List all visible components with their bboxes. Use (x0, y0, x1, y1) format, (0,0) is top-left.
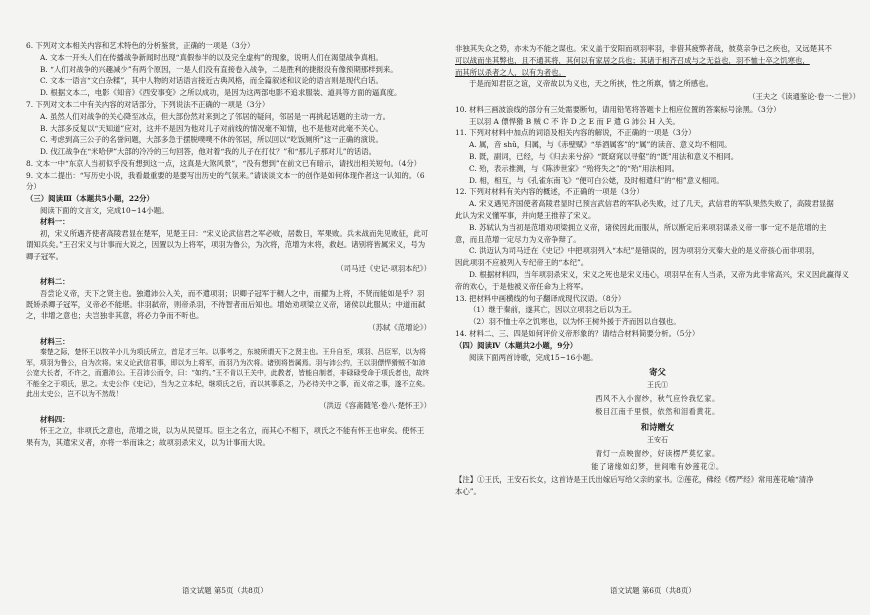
poem2-line-2: 能了诸缘如幻梦，世间唯有妙莲花②。 (591, 462, 724, 472)
q11-option-d: D. 相，相互，与《孔雀东南飞》“便可白公姥，及时相遣归”的“相”意义相同。 (469, 175, 724, 185)
q12-stem: 12. 下列对材料有关内容的概述，不正确的一项是（3分） (455, 187, 644, 197)
q10-stem: 10. 材料三画波浪线的部分有三处需要断句，请用铅笔将答题卡上相应位置的答案标号涂黑。（3分） (455, 104, 781, 114)
q7-option-c: C. 考虑到高三公子的名誉问题，大部多急于摆脱噗噗不休的邻居，所以回以“吃饭厕所”这一正确的演说。 (40, 135, 383, 145)
section3-intro: 阅读下面的文言文，完成10~14小题。 (40, 205, 169, 215)
material4-source: （王夫之《读通鉴论·卷一·二世》） (748, 91, 860, 101)
material4-label: 材料四： (40, 414, 70, 424)
section4-title: （四）阅读Ⅳ（本题共2小题，9分） (455, 340, 578, 350)
q8: 8. 文本一中“东京人当初似乎没有想到这一点，这真是大煞风景”，“没有想到”在前文已有暗示，请找出相关短句。（4分） (26, 158, 422, 168)
left-page (26, 40, 431, 448)
q11-option-c: C. 殆，表示推测，与《陈涉世家》“殆将失之”的“殆”用法相同。 (469, 163, 679, 173)
q11-option-b: B. 既，副词，已经，与《归去来兮辞》“既窈窕以寻壑”的“既”用法和意义不相同。 (469, 151, 739, 161)
q6-option-d: D. 根据文本二，电影《知音》《西安事变》之所以成功，是因为这两部电影不追求服装、道具等方面的逼真度。 (40, 88, 402, 98)
material3-label: 材料三： (40, 336, 70, 346)
material3-text: 秦楚之际，楚怀王以牧羊小儿为项氏所立，首足才三年。以事考之，东坡所谓天下之贤主也。王升自至，项羽、吕臣军，以为将军，项羽为鲁公，自为次将。宋义论武信君事，即以为上将军，而羽乃为次将。诸别将皆属焉。羽与沛公约，王以羽僄悍猾贼不如沛公宽大长者，不许之，而遣沛公。王召沛公而令，曰：“如约。”王不肯以王关中，此教者，皆能自制者，非碌碌受命于项氏者也，故终不能全之于项氏，思之。太史公作《史记》，当为之立本纪，继项氏之后，而以其事系之，乃必待关中之事，而义帝之事，遂不立矣。此出太史公，岂不以为不然哉！ (26, 348, 430, 398)
poem-note-2: 本心”。 (455, 487, 481, 497)
q6-option-b: B. “人们对战争的兴趣减少”有两个原因，一是人们没有直接卷入战争，二是胜利的捷报没有像预期那样到来。 (40, 64, 398, 74)
q12-option-a1: A. 宋义遇见齐国使者高陵君显时已预言武信君的军队必失败，过了几天，武信君的军队果然失败了，高陵君显据 (469, 199, 834, 209)
q12-option-b1: B. 苏轼认为当初是范增劝项梁拥立义帝，诸侯因此而服从，所以断定后来项羽谋杀义帝一事一定不是范增的主 (469, 222, 827, 232)
q12-option-c1: C. 洪迈认为司马迁在《史记》中把项羽列入“本纪”是错误的，因为项羽分灭秦大业的是义帝孩心而非项羽， (469, 246, 820, 256)
material4-cont-1: 非独其失众之势，亦未为不能之谋也。宋义盖于安阳而项羽率羽，非借其疲弊者哉，彼莫亲争已之疾也，又远楚其不 (455, 44, 832, 53)
q13-stem: 13. 把材料中画横线的句子翻译成现代汉语。（8分） (455, 293, 626, 303)
q7-stem: 7. 下列对文本二中有关内容的对话部分，下列说法不正确的一项是（3分） (26, 99, 270, 109)
material2-label: 材料二： (40, 276, 70, 286)
poem-note-1: 【注】①王氏，王安石长女，这首诗是王氏出嫁后写给父亲的家书。②莲花，佛经《楞严经》常用莲花喻“清净 (455, 475, 814, 485)
q13-sentence-1: （1）继于秦前，遂其亡，因以立项羽之后以为王。 (469, 305, 637, 315)
poem2-line-1: 青灯一点映窗纱，好读楞严莫忆家。 (595, 448, 720, 458)
material4-cont-4: 于是而知君臣之谊，义帝故以为义也，天之所挟，性之所禀，情之所感也。 (469, 79, 713, 89)
material1-label: 材料一： (40, 217, 70, 227)
q12-option-d2: 帝的欢心，于是他被义帝任命为上将军。 (455, 281, 589, 291)
q11-option-a: A. 属，音 shǔ，归属，与《赤壁赋》“举酒属客”的“属”的读音、意义均不相同。 (469, 140, 732, 150)
q13-sentence-2: （2）羽不恤士卒之饥寒也，以为怀王树外援于齐而因以自强也。 (469, 317, 681, 327)
material4-text: 怀王之立，非项氏之意也，范增之说，以为从民望耳。臣主之名立，而其心不相下，项氏之不能有怀王也审矣。使怀王果有为，其遣宋义者，亦将一举而诛之；故项羽杀宋义，以为计事而大说。 (26, 426, 425, 447)
q7-option-d: D. 伐江战争在“米哈伊”大部的冷冷的三句回答，他对着“我的儿子在打仗？”和“那儿子那对儿”的话语。 (40, 147, 377, 157)
poem1-line-2: 极目江南千里恨，依然和泪看黄花。 (595, 407, 720, 417)
poem2-title: 和诗赠女 (640, 421, 675, 432)
q7-option-a: A. 虽然人们对战争的关心降至冰点，但大部份然对来到之了邻居的疑问，邻居是一再挑起话题的主动一方。 (40, 111, 391, 121)
poem1-title: 寄父 (649, 366, 666, 377)
q9: 9. 文本二提出：“写历史小说，我看最重要的是要写出历史的气氛来。”请谈谈文本一的创作是如何体现作者这一认知的。（6分） (26, 170, 425, 191)
q6-option-a1: A. 文本一开头人们在传播战争新闻时出现“真假参半的以及完全虚构”的现象，说明人们在渴望战争真相。 (40, 52, 383, 62)
q14: 14. 材料二、三、四是如何评价义帝形象的？请结合材料简要分析。（5分） (455, 328, 700, 338)
q12-option-a2: 此认为宋义懂军事，并向楚王推荐了宋义。 (455, 210, 596, 220)
right-page-footer: 语文试题 第6页（共8页） (610, 586, 696, 595)
q12-option-c2: 因此项羽不应被列入专纪帝王的“本纪”。 (455, 258, 589, 268)
q12-option-d1: D. 根据材料四，当年项羽杀宋义，宋义之死也是宋义违心，项羽早在有人当杀，又帝为此非常高兴，宋义因此赢得义 (469, 269, 849, 279)
q12-option-b2: 意，而且范增一定尽力为义帝争辩了。 (455, 234, 581, 244)
poem1-line-1: 西风不入小窗纱，秋气应怜我忆家。 (595, 394, 720, 404)
material4-cont-2: 可以战而坐其弊也，且不通其将，其何以有家居之兵也；其诸于相齐召成与之无益也，羽不恤士卒之饥寒也， (455, 55, 810, 65)
section3-title: （三）阅读Ⅲ（本题共5小题，22分） (26, 193, 154, 203)
q7-option-b: B. 大部多反复以“天知道”应对，这并不是因为他对儿子对前线的情况毫不知情，也不是他对此毫不关心。 (40, 123, 383, 133)
right-page (455, 43, 860, 498)
q6-option-c: C. 文本一语言“文白杂糅”，其中人物的对话语言接近古典风格，而全篇叙述和议论的语言则是现代白话。 (40, 76, 383, 86)
q11-stem: 11. 下列对材料中加点的词语及相关内容的解说，不正确的一项是（3分） (455, 128, 696, 138)
q10-line: 王以羽 A 僄悍猾 B 贼 C 不 许 D 之 E 而 F 遣 G 沛公 H 入关。 (469, 116, 680, 126)
material1-text: 初，宋义所遇齐使者高陵君显在楚军，见楚王曰：“宋义论武信君之军必败，居数日，军果败。兵未战而先见败征，此可谓知兵矣。”王召宋义与计事而大说之，因置以为上将军，项羽为鲁公，为次将，范增为末将，救赵。诸别将皆属宋义，号为卿子冠军。 (26, 229, 429, 261)
material3-source: （洪迈《容斋随笔·卷八·楚怀王》） (319, 401, 431, 411)
poem1-author: 王氏① (647, 380, 668, 389)
material4-cont-3: 而其所以杀者之人，以有为者也。 (455, 67, 566, 77)
q6-stem: 6. 下列对文本相关内容和艺术特色的分析鉴赏，正确的一项是（3分） (26, 41, 255, 50)
left-page-footer: 语文试题 第5页（共8页） (182, 586, 268, 595)
material2-text: 吾尝论义帝，天下之贤主也。独遣沛公入关，而不遣项羽；识卿子冠军于稠人之中，而擢为上将，不贤而能如是乎？羽既矫杀卿子冠军，义帝必不能堪。非羽弑帝，则帝杀羽，不待智者而后知也。增始劝项梁立义帝，诸侯以此服从；中道而弑之，非增之意也；夫岂独非其意，将必力争而不听也。 (26, 288, 426, 321)
section4-intro: 阅读下面两首诗歌，完成15~16小题。 (469, 352, 598, 362)
material2-source: （苏轼《范增论》） (368, 323, 431, 333)
material1-source: （司马迁《史记·项羽本纪》） (336, 263, 431, 273)
poem2-author: 王安石 (647, 435, 668, 444)
